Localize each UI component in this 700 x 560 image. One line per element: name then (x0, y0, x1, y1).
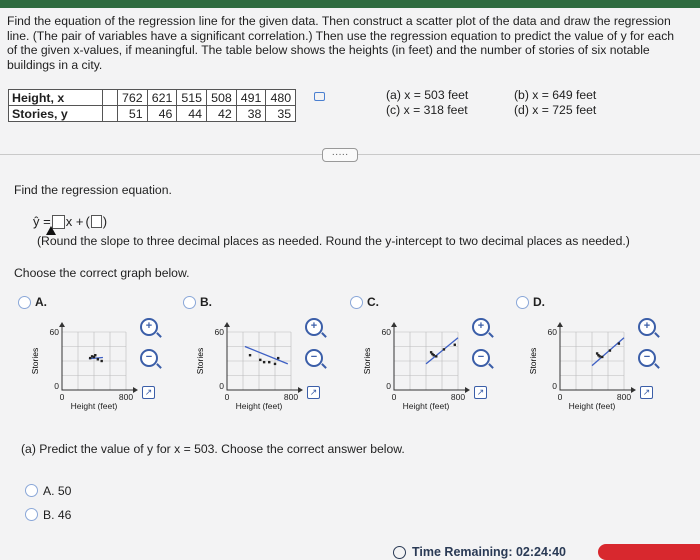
more-button[interactable]: ····· (322, 148, 358, 162)
yhat-label: ŷ = (33, 214, 51, 229)
y-axis-arrow (224, 322, 230, 327)
graph-option-a (18, 294, 188, 424)
data-point (454, 344, 456, 346)
expand-icon[interactable]: ↗ (474, 386, 487, 399)
data-point (598, 355, 600, 357)
table-cell: 35 (266, 106, 296, 122)
table-cell: 762 (118, 90, 148, 106)
graph-option-d (516, 294, 686, 424)
axes (394, 324, 468, 390)
expand-icon[interactable]: ↗ (307, 386, 320, 399)
zoom-out-icon[interactable]: − (472, 349, 490, 367)
graph-option-label[interactable]: C. (367, 295, 379, 309)
zoom-out-icon[interactable]: − (305, 349, 323, 367)
x-tick-label: 800 (118, 392, 134, 402)
graph-option-b (183, 294, 353, 424)
option-b-label[interactable]: B. 46 (43, 508, 72, 522)
y-axis-arrow (557, 322, 563, 327)
y-axis-label: Stories (362, 347, 372, 375)
x-axis-arrow (133, 387, 138, 393)
data-point (277, 357, 279, 359)
time-remaining (393, 545, 566, 559)
scatter-plot (191, 316, 311, 416)
graph-radio-d[interactable] (516, 296, 529, 309)
table-row (9, 90, 296, 106)
expand-icon[interactable]: ↗ (142, 386, 155, 399)
y-axis-label: Stories (195, 347, 205, 375)
data-point (263, 361, 265, 363)
table-row (9, 106, 296, 122)
table-cell: 44 (177, 106, 207, 122)
table-copy-icon[interactable] (314, 92, 325, 101)
data-point (274, 363, 276, 365)
data-point (268, 361, 270, 363)
table-cell: 480 (266, 90, 296, 106)
x-axis-arrow (631, 387, 636, 393)
y-tick-label: 0 (386, 381, 391, 391)
y-axis-label: Stories (528, 347, 538, 375)
x-axis-label: Height (feet) (70, 401, 118, 411)
zoom-out-icon[interactable]: − (140, 349, 158, 367)
data-point (435, 355, 437, 357)
x-tick-label: 0 (391, 392, 397, 402)
table-cell: 621 (147, 90, 177, 106)
data-point (259, 359, 261, 361)
x-tick-label: 800 (450, 392, 466, 402)
axes (62, 324, 136, 390)
axes (560, 324, 634, 390)
part-a-question: (a) Predict the value of y for x = 503. Choose the correct answer below. (21, 442, 405, 456)
table-cell: 515 (177, 90, 207, 106)
zoom-in-icon[interactable]: + (472, 318, 490, 336)
y-tick-label: 0 (552, 381, 557, 391)
time-remaining-label: Time Remaining: 02:24:40 (412, 545, 566, 559)
graph-prompt: Choose the correct graph below. (14, 266, 190, 280)
table-cell: 508 (207, 90, 237, 106)
x-axis-arrow (465, 387, 470, 393)
data-point (249, 354, 251, 356)
y-axis-arrow (59, 322, 65, 327)
part-a-label: (a) x = 503 feet (386, 88, 469, 102)
data-point (609, 349, 611, 351)
graph-radio-a[interactable] (18, 296, 31, 309)
problem-statement: Find the equation of the regression line for the given data. Then construct a scatter plot of the data and draw the regression line. (The pair of variables have a significant correlation.) Then use the regression equation to predict the value of y for each of the given x-values, if meaningful. The table below shows the heights (in feet) and the number of stories of six notable buildings in a city. (7, 14, 675, 72)
data-point (618, 342, 620, 344)
part-b-label: (b) x = 649 feet (514, 88, 597, 102)
zoom-in-icon[interactable]: + (638, 318, 656, 336)
submit-button[interactable] (598, 544, 700, 560)
table-cell: 491 (236, 90, 266, 106)
regression-prompt: Find the regression equation. (14, 183, 172, 197)
x-tick-label: 800 (283, 392, 299, 402)
rounding-note: (Round the slope to three decimal places as needed. Round the y-intercept to two decimal places as needed.) (37, 234, 630, 248)
part-c-label: (c) x = 318 feet (386, 103, 468, 117)
row-header-height: Height, x (9, 90, 103, 106)
y-tick-label: 60 (49, 327, 59, 337)
x-tick-label: 0 (59, 392, 65, 402)
zoom-out-icon[interactable]: − (638, 349, 656, 367)
x-axis-label: Height (feet) (402, 401, 450, 411)
x-tick-label: 0 (224, 392, 230, 402)
axes (227, 324, 301, 390)
zoom-in-icon[interactable]: + (305, 318, 323, 336)
data-point (601, 356, 603, 358)
y-axis-label: Stories (30, 347, 40, 375)
graph-option-label[interactable]: D. (533, 295, 545, 309)
y-tick-label: 0 (54, 381, 59, 391)
radio-option-b[interactable] (25, 508, 38, 521)
graph-radio-c[interactable] (350, 296, 363, 309)
data-point (100, 360, 102, 362)
scatter-plot (358, 316, 478, 416)
x-axis-arrow (298, 387, 303, 393)
data-point (94, 354, 96, 356)
graph-option-c (350, 294, 520, 424)
table-cell: 42 (207, 106, 237, 122)
x-plus-label: x + (65, 214, 84, 229)
data-table (8, 89, 296, 122)
table-cell: 51 (118, 106, 148, 122)
x-tick-label: 800 (616, 392, 632, 402)
intercept-input[interactable] (91, 215, 102, 228)
scatter-plot (524, 316, 644, 416)
graph-option-label[interactable]: B. (200, 295, 212, 309)
graph-option-label[interactable]: A. (35, 295, 47, 309)
x-axis-label: Height (feet) (568, 401, 616, 411)
top-bar (0, 0, 700, 8)
y-tick-label: 60 (214, 327, 224, 337)
regression-equation: ŷ = x + ( ) (33, 214, 108, 229)
x-tick-label: 0 (557, 392, 563, 402)
scatter-plot (26, 316, 146, 416)
y-tick-label: 60 (547, 327, 557, 337)
data-point (443, 348, 445, 350)
zoom-in-icon[interactable]: + (140, 318, 158, 336)
x-axis-label: Height (feet) (235, 401, 283, 411)
row-header-stories: Stories, y (9, 106, 103, 122)
radio-option-a[interactable] (25, 484, 38, 497)
table-cell: 38 (236, 106, 266, 122)
part-d-label: (d) x = 725 feet (514, 103, 597, 117)
data-point (97, 358, 99, 360)
graph-radio-b[interactable] (183, 296, 196, 309)
expand-icon[interactable]: ↗ (640, 386, 653, 399)
y-tick-label: 0 (219, 381, 224, 391)
y-tick-label: 60 (381, 327, 391, 337)
data-point (432, 354, 434, 356)
y-axis-arrow (391, 322, 397, 327)
table-cell: 46 (147, 106, 177, 122)
clock-icon (393, 546, 406, 559)
option-a-label[interactable]: A. 50 (43, 484, 72, 498)
